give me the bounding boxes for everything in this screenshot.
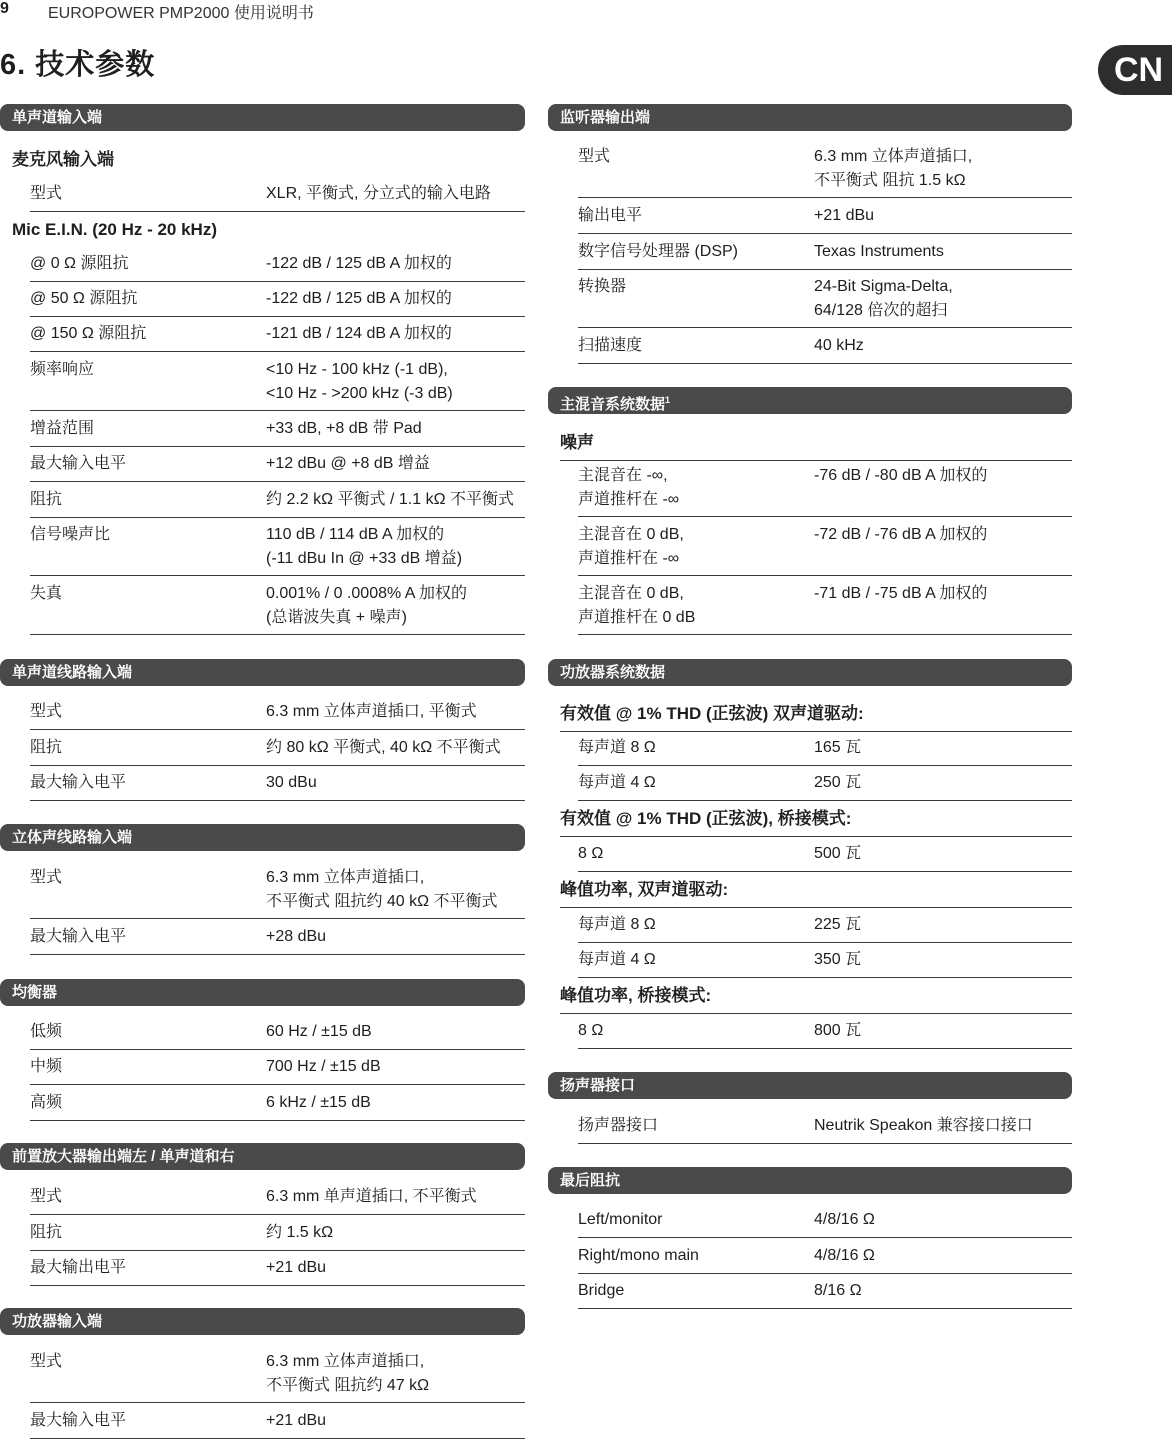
spec-value: 700 Hz / ±15 dB bbox=[266, 1058, 381, 1075]
spec-row bbox=[578, 202, 1072, 234]
spec-row bbox=[578, 332, 1072, 364]
section-bar-amp-input: 功放器输入端 bbox=[0, 1308, 525, 1335]
spec-value: 225 瓦 bbox=[814, 916, 862, 933]
spec-key: 增益范围 bbox=[30, 420, 95, 437]
spec-row bbox=[30, 486, 525, 518]
spec-row bbox=[30, 356, 525, 411]
spec-key: 数字信号处理器 (DSP) bbox=[578, 243, 739, 260]
spec-value: 30 dBu bbox=[266, 774, 317, 791]
spec-value: +21 dBu bbox=[266, 1259, 327, 1276]
spec-row bbox=[30, 1089, 525, 1121]
spec-key: 转换器 bbox=[578, 278, 627, 295]
spec-row bbox=[578, 238, 1072, 270]
spec-key: 每声道 4 Ω bbox=[578, 951, 656, 968]
spec-key: 扬声器接口 bbox=[578, 1117, 659, 1134]
spec-row bbox=[30, 320, 525, 352]
section-bar-main-mix bbox=[548, 387, 1072, 414]
subheading-noise: 噪声 bbox=[560, 433, 594, 452]
spec-row bbox=[578, 734, 1072, 766]
subheading-text: 峰值功率, 桥接模式: bbox=[560, 986, 712, 1005]
spec-key: Left/monitor bbox=[578, 1211, 663, 1228]
subheading-peak-dual bbox=[560, 876, 1072, 908]
spec-row bbox=[578, 769, 1072, 801]
spec-value: 6.3 mm 立体声道插口, 平衡式 bbox=[266, 703, 477, 720]
section-bar-amp-system: 功放器系统数据 bbox=[548, 659, 1072, 686]
spec-row bbox=[30, 1053, 525, 1085]
spec-value: 6.3 mm 立体声道插口, 不平衡式 阻抗 1.5 kΩ bbox=[814, 148, 973, 189]
spec-key: 最大输出电平 bbox=[30, 1259, 127, 1276]
spec-key: 主混音在 0 dB, 声道推杆在 0 dB bbox=[578, 585, 696, 626]
spec-key: 信号噪声比 bbox=[30, 526, 111, 543]
spec-key: 最大输入电平 bbox=[30, 774, 127, 791]
spec-value: 110 dB / 114 dB A 加权的 (-11 dBu In @ +33 dB 增益) bbox=[266, 526, 463, 567]
spec-value: 24-Bit Sigma-Delta, 64/128 倍次的超扫 bbox=[814, 278, 953, 319]
spec-value: -76 dB / -80 dB A 加权的 bbox=[814, 467, 988, 484]
spec-row bbox=[30, 923, 525, 955]
spec-key: 高频 bbox=[30, 1094, 63, 1111]
spec-row bbox=[30, 580, 525, 635]
spec-row bbox=[30, 450, 525, 482]
spec-row bbox=[30, 1254, 525, 1286]
spec-row bbox=[30, 180, 525, 212]
spec-value: 800 瓦 bbox=[814, 1022, 862, 1039]
spec-value: 60 Hz / ±15 dB bbox=[266, 1023, 372, 1040]
spec-row bbox=[30, 698, 525, 730]
spec-key: @ 50 Ω 源阻抗 bbox=[30, 290, 138, 307]
spec-row bbox=[578, 1242, 1072, 1274]
spec-key: 中频 bbox=[30, 1058, 63, 1075]
spec-row bbox=[30, 1219, 525, 1251]
spec-row bbox=[578, 840, 1072, 872]
spec-key: 8 Ω bbox=[578, 845, 604, 862]
spec-key: 型式 bbox=[578, 148, 611, 165]
spec-value: +28 dBu bbox=[266, 928, 327, 945]
spec-value: 6.3 mm 立体声道插口, 不平衡式 阻抗约 47 kΩ bbox=[266, 1353, 430, 1394]
spec-row bbox=[578, 143, 1072, 198]
spec-key: 阻抗 bbox=[30, 491, 63, 508]
spec-key: 型式 bbox=[30, 703, 63, 720]
spec-key: 阻抗 bbox=[30, 1224, 63, 1241]
spec-row bbox=[30, 734, 525, 766]
document-title: EUROPOWER PMP2000 使用说明书 bbox=[48, 5, 314, 22]
spec-value: 350 瓦 bbox=[814, 951, 862, 968]
footnote-marker: 1 bbox=[665, 395, 671, 405]
subheading-ein: Mic E.I.N. (20 Hz - 20 kHz) bbox=[12, 220, 217, 239]
spec-value: -122 dB / 125 dB A 加权的 bbox=[266, 255, 452, 272]
spec-key: 最大输入电平 bbox=[30, 928, 127, 945]
spec-value: 6.3 mm 单声道插口, 不平衡式 bbox=[266, 1188, 477, 1205]
spec-value: 500 瓦 bbox=[814, 845, 862, 862]
spec-value: +33 dB, +8 dB 带 Pad bbox=[266, 420, 422, 437]
subheading-text: 有效值 @ 1% THD (正弦波) 双声道驱动: bbox=[560, 704, 864, 723]
spec-row bbox=[578, 1112, 1072, 1144]
section-bar-monitor-out: 监听器输出端 bbox=[548, 104, 1072, 131]
spec-key: 型式 bbox=[30, 1188, 63, 1205]
spec-value: 6 kHz / ±15 dB bbox=[266, 1094, 371, 1111]
spec-row bbox=[30, 285, 525, 317]
spec-key: 型式 bbox=[30, 869, 63, 886]
spec-value: Neutrik Speakon 兼容接口接口 bbox=[814, 1117, 1033, 1134]
spec-key: @ 0 Ω 源阻抗 bbox=[30, 255, 129, 272]
section-title: 6. 技术参数 bbox=[0, 49, 156, 81]
spec-row bbox=[30, 864, 525, 919]
spec-key: 8 Ω bbox=[578, 1022, 604, 1039]
spec-value: Texas Instruments bbox=[814, 243, 944, 260]
spec-value: 165 瓦 bbox=[814, 739, 862, 756]
section-bar-final-impedance: 最后阻抗 bbox=[548, 1167, 1072, 1194]
spec-row bbox=[578, 273, 1072, 328]
spec-value: +12 dBu @ +8 dB 增益 bbox=[266, 455, 430, 472]
spec-value: 约 80 kΩ 平衡式, 40 kΩ 不平衡式 bbox=[266, 739, 501, 756]
subheading-text: 有效值 @ 1% THD (正弦波), 桥接模式: bbox=[560, 809, 852, 828]
spec-key: Right/mono main bbox=[578, 1247, 699, 1264]
spec-row bbox=[30, 1018, 525, 1050]
page-number: 9 bbox=[0, 0, 9, 17]
spec-key: 型式 bbox=[30, 185, 63, 202]
spec-key: 输出电平 bbox=[578, 207, 643, 224]
spec-row bbox=[578, 1206, 1072, 1238]
spec-value: 40 kHz bbox=[814, 337, 864, 354]
spec-value: <10 Hz - 100 kHz (-1 dB), <10 Hz - >200 kHz (-3 dB) bbox=[266, 361, 453, 402]
subheading-peak-bridge bbox=[560, 982, 1072, 1014]
spec-value: 约 2.2 kΩ 平衡式 / 1.1 kΩ 不平衡式 bbox=[266, 491, 514, 508]
spec-value: -72 dB / -76 dB A 加权的 bbox=[814, 526, 988, 543]
spec-key: 低频 bbox=[30, 1023, 63, 1040]
spec-key: 主混音在 -∞, 声道推杆在 -∞ bbox=[578, 467, 680, 508]
spec-value: 250 瓦 bbox=[814, 774, 862, 791]
spec-row bbox=[30, 1407, 525, 1439]
section-bar-stereo-line: 立体声线路输入端 bbox=[0, 824, 525, 851]
divider bbox=[560, 459, 1072, 461]
spec-key: 阻抗 bbox=[30, 739, 63, 756]
section-bar-eq: 均衡器 bbox=[0, 979, 525, 1006]
spec-row bbox=[578, 580, 1072, 635]
spec-value: 8/16 Ω bbox=[814, 1282, 862, 1299]
subheading-mic-input: 麦克风输入端 bbox=[12, 150, 114, 169]
spec-key: 主混音在 0 dB, 声道推杆在 -∞ bbox=[578, 526, 684, 567]
section-bar-mono-input: 单声道输入端 bbox=[0, 104, 525, 131]
spec-value: +21 dBu bbox=[266, 1412, 327, 1429]
spec-value: XLR, 平衡式, 分立式的输入电路 bbox=[266, 185, 491, 202]
spec-value: +21 dBu bbox=[814, 207, 875, 224]
spec-row bbox=[30, 1348, 525, 1403]
language-tab: CN bbox=[1098, 45, 1172, 95]
spec-value: 0.001% / 0 .0008% A 加权的 (总谐波失真 + 噪声) bbox=[266, 585, 468, 626]
spec-row bbox=[578, 521, 1072, 576]
subheading-rms-dual bbox=[560, 700, 1072, 732]
main-mix-title: 主混音系统数据 bbox=[560, 396, 666, 413]
spec-row bbox=[578, 462, 1072, 517]
section-bar-mono-line: 单声道线路输入端 bbox=[0, 659, 525, 686]
section-bar-speaker: 扬声器接口 bbox=[548, 1072, 1072, 1099]
spec-key: 每声道 4 Ω bbox=[578, 774, 656, 791]
spec-key: 频率响应 bbox=[30, 361, 95, 378]
spec-value: 约 1.5 kΩ bbox=[266, 1224, 334, 1241]
spec-key: 每声道 8 Ω bbox=[578, 739, 656, 756]
spec-key: @ 150 Ω 源阻抗 bbox=[30, 325, 147, 342]
subheading-text: 峰值功率, 双声道驱动: bbox=[560, 880, 729, 899]
spec-key: 扫描速度 bbox=[578, 337, 643, 354]
spec-key: Bridge bbox=[578, 1282, 625, 1299]
spec-key: 型式 bbox=[30, 1353, 63, 1370]
spec-row bbox=[30, 521, 525, 576]
spec-row bbox=[30, 250, 525, 282]
section-bar-preamp-out: 前置放大器输出端左 / 单声道和右 bbox=[0, 1143, 525, 1170]
spec-value: 4/8/16 Ω bbox=[814, 1211, 875, 1228]
spec-key: 失真 bbox=[30, 585, 63, 602]
spec-row bbox=[30, 769, 525, 801]
spec-value: -71 dB / -75 dB A 加权的 bbox=[814, 585, 988, 602]
spec-row bbox=[578, 1017, 1072, 1049]
spec-value: -122 dB / 125 dB A 加权的 bbox=[266, 290, 452, 307]
spec-row bbox=[578, 1277, 1072, 1309]
spec-key: 每声道 8 Ω bbox=[578, 916, 656, 933]
spec-row bbox=[30, 415, 525, 447]
spec-value: 6.3 mm 立体声道插口, 不平衡式 阻抗约 40 kΩ 不平衡式 bbox=[266, 869, 498, 910]
spec-key: 最大输入电平 bbox=[30, 455, 127, 472]
spec-row bbox=[30, 1183, 525, 1215]
spec-value: -121 dB / 124 dB A 加权的 bbox=[266, 325, 452, 342]
spec-key: 最大输入电平 bbox=[30, 1412, 127, 1429]
spec-row bbox=[578, 911, 1072, 943]
spec-row bbox=[578, 946, 1072, 978]
spec-value: 4/8/16 Ω bbox=[814, 1247, 875, 1264]
subheading-rms-bridge bbox=[560, 805, 1072, 837]
